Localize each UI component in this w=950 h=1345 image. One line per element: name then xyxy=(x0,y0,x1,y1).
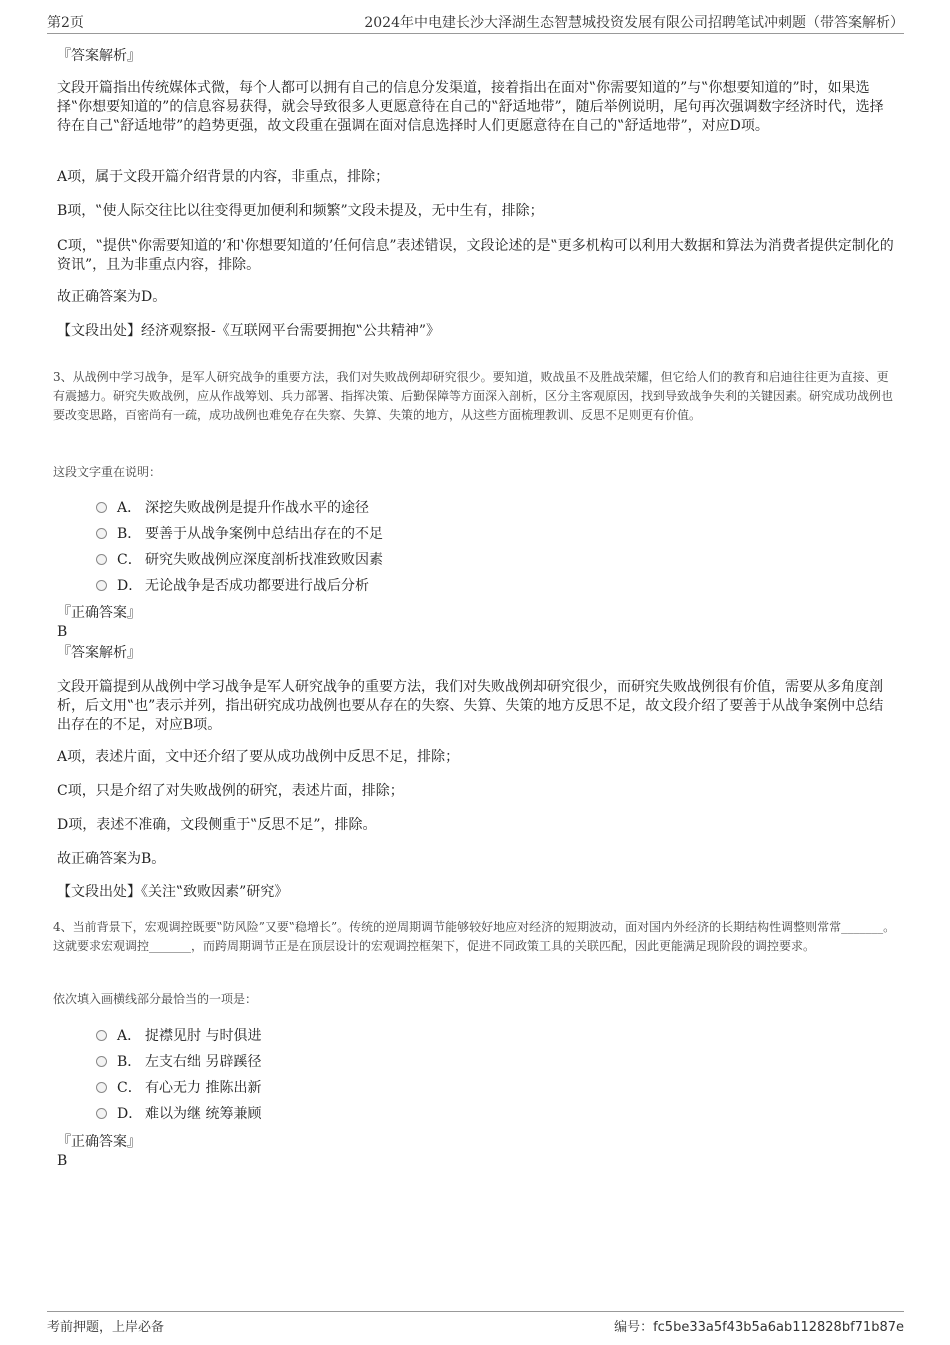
option-letter: D． xyxy=(117,578,143,594)
radio-icon[interactable] xyxy=(96,1082,107,1093)
option-letter: C． xyxy=(117,1080,142,1096)
q2-analysis-p3: B项，‟使人际交往比以往变得更加便利和频繁”文段未提及，无中生有，排除； xyxy=(57,203,544,219)
document-id: 编号：fc5be33a5f43b5a6ab112828bf71b87e xyxy=(614,1320,904,1335)
q3-source: 【文段出处】《关注‟致败因素”研究》 xyxy=(57,884,289,900)
q2-analysis-p4: C项，‟提供‟你需要知道的’和‛你想要知道的’任何信息”表述错误，文段论述的是‟更多机构可以利用大数据和算法为消费者提供定制化的资讯”，且为非重点内容，排除。 xyxy=(57,238,894,273)
q3-stem: 3、从战例中学习战争，是军人研究战争的重要方法，我们对失败战例却研究很少。要知道，败战虽不及胜战荣耀，但它给人们的教育和启迪往往更为直接、更有震撼力。研究失败战例，应从作战筹划、兵力部署、指挥决策、后勤保障等方面深入剖析，区分主客观原因，找到导致战争失利的关键因素。研究成功战例也要改变思路，百密尚有一疏，成功战例也难免存在失察、失算、失策的地方，从这些方面梳理教训、反思不足则更有价值。 xyxy=(53,370,894,422)
option-letter: B． xyxy=(117,526,142,542)
option-text: 无论战争是否成功都要进行战后分析 xyxy=(145,578,369,594)
q4-answer: B xyxy=(57,1153,68,1169)
q3-option-b[interactable] xyxy=(96,524,383,544)
q3-analysis-tag: 『答案解析』 xyxy=(57,645,141,661)
option-text: 难以为继 统筹兼顾 xyxy=(145,1106,262,1122)
option-letter: D． xyxy=(117,1106,143,1122)
radio-icon[interactable] xyxy=(96,580,107,591)
radio-icon[interactable] xyxy=(96,528,107,539)
q3-option-a[interactable] xyxy=(96,498,369,518)
option-text: 左支右绌 另辟蹊径 xyxy=(145,1054,262,1070)
q3-analysis-p2: A项，表述片面，文中还介绍了要从成功战例中反思不足，排除； xyxy=(57,749,460,765)
option-letter: B． xyxy=(117,1054,142,1070)
radio-icon[interactable] xyxy=(96,1108,107,1119)
q3-option-c[interactable] xyxy=(96,550,383,570)
q3-answer-tag: 『正确答案』 xyxy=(57,605,141,621)
footer-divider xyxy=(47,1311,904,1312)
option-text: 要善于从战争案例中总结出存在的不足 xyxy=(145,526,383,542)
q3-question: 这段文字重在说明： xyxy=(53,465,162,479)
radio-icon[interactable] xyxy=(96,1030,107,1041)
q4-option-d[interactable] xyxy=(96,1104,261,1124)
option-letter: A． xyxy=(117,1028,142,1044)
option-text: 研究失败战例应深度剖析找准致败因素 xyxy=(145,552,383,568)
q2-analysis-p1: 文段开篇指出传统媒体式微，每个人都可以拥有自己的信息分发渠道，接着指出在面对‟你需要知道的”与‟你想要知道的”时，如果选择‟你想要知道的”的信息容易获得，就会导致很多人更愿意待在自己的‟舒适地带”，随后举例说明，尾句再次强调数字经济时代，选择待在自己‟舒适地带”的趋势更强，故文段重在强调在面对信息选择时人们更愿意待在自己的‟舒适地带”，对应D项。 xyxy=(57,80,884,134)
q2-analysis-conclusion: 故正确答案为D。 xyxy=(57,289,167,305)
q3-option-d[interactable] xyxy=(96,576,369,596)
q4-option-b[interactable] xyxy=(96,1052,261,1072)
q3-answer: B xyxy=(57,624,68,640)
radio-icon[interactable] xyxy=(96,502,107,513)
document-title: 2024年中电建长沙大泽湖生态智慧城投资发展有限公司招聘笔试冲刺题（带答案解析） xyxy=(364,15,904,31)
footer-slogan: 考前押题，上岸必备 xyxy=(47,1320,165,1335)
q4-option-c[interactable] xyxy=(96,1078,261,1098)
option-letter: C． xyxy=(117,552,142,568)
q4-option-a[interactable] xyxy=(96,1026,261,1046)
radio-icon[interactable] xyxy=(96,1056,107,1067)
q3-analysis-p4: D项，表述不准确，文段侧重于‟反思不足”，排除。 xyxy=(57,817,377,833)
q4-stem: 4、当前背景下，宏观调控既要‟防风险”又要‟稳增长”。传统的逆周期调节能够较好地应对经济的短期波动，面对国内外经济的长期结构性调整则常常_______。这就要求宏观调控_______，而跨周期调节正是在顶层设计的宏观调控框架下，促进不同政策工具的关联匹配，因此更能满足现阶段的调控要求。 xyxy=(53,920,896,953)
q4-answer-tag: 『正确答案』 xyxy=(57,1134,141,1150)
q3-analysis-conclusion: 故正确答案为B。 xyxy=(57,851,166,867)
q2-source: 【文段出处】经济观察报-《互联网平台需要拥抱‟公共精神”》 xyxy=(57,323,441,339)
page-number: 第2页 xyxy=(47,15,84,31)
option-text: 深挖失败战例是提升作战水平的途径 xyxy=(145,500,369,516)
q3-analysis-p1: 文段开篇提到从战例中学习战争是军人研究战争的重要方法，我们对失败战例却研究很少，而研究失败战例很有价值，需要从多角度剖析，后文用‟也”表示并列，指出研究成功战例也要从存在的失察、失算、失策的地方反思不足，故文段介绍了要善于从战争案例中总结出存在的不足，对应B项。 xyxy=(57,679,884,733)
option-text: 有心无力 推陈出新 xyxy=(145,1080,262,1096)
q2-analysis-p2: A项，属于文段开篇介绍背景的内容，非重点，排除； xyxy=(57,169,390,185)
option-text: 捉襟见肘 与时俱进 xyxy=(145,1028,262,1044)
q2-analysis-tag: 『答案解析』 xyxy=(57,48,141,64)
radio-icon[interactable] xyxy=(96,554,107,565)
header-divider xyxy=(47,33,904,34)
option-letter: A． xyxy=(117,500,142,516)
q4-question: 依次填入画横线部分最恰当的一项是： xyxy=(53,992,258,1006)
q3-analysis-p3: C项，只是介绍了对失败战例的研究，表述片面，排除； xyxy=(57,783,404,799)
